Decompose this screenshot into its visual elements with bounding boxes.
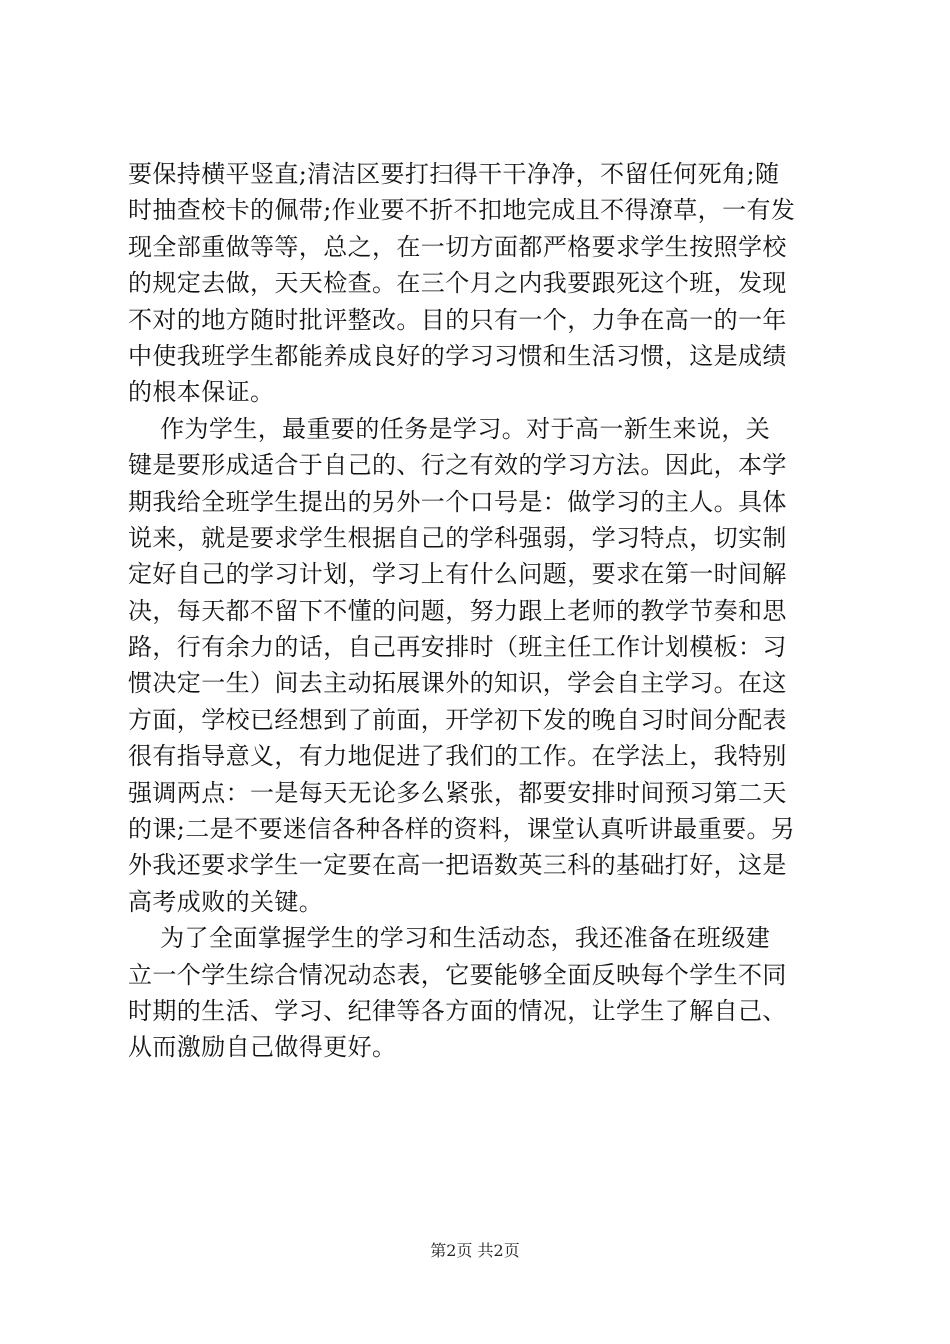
text-line: 的规定去做，天天检查。在三个月之内我要跟死这个班，发现 [128, 269, 787, 298]
text-line: 不对的地方随时批评整改。目的只有一个，力争在高一的一年 [128, 305, 787, 334]
text-line: 时抽查校卡的佩带;作业要不折不扣地完成且不得潦草，一有发 [128, 196, 796, 225]
text-line: 要保持横平竖直;清洁区要打扫得干干净净，不留任何死角;随 [128, 160, 780, 188]
text-line: 的根本保证。 [128, 378, 275, 407]
text-line: 强调两点：一是每天无论多么紧张，都要安排时间预习第二天 [128, 778, 787, 807]
text-line: 方面，学校已经想到了前面，开学初下发的晚自习时间分配表 [128, 705, 787, 734]
text-line: 高考成败的关键。 [128, 887, 324, 916]
text-line: 的课;二是不要迷信各种各样的资料，课堂认真听讲最重要。另 [128, 815, 796, 844]
text-line: 作为学生，最重要的任务是学习。对于高一新生来说，关 [128, 414, 771, 443]
text-line: 惯决定一生）间去主动拓展课外的知识，学会自主学习。在这 [128, 669, 787, 698]
text-line: 键是要形成适合于自己的、行之有效的学习方法。因此，本学 [128, 451, 787, 480]
text-line: 说来，就是要求学生根据自己的学科强弱，学习特点，切实制 [128, 523, 787, 552]
text-line: 期我给全班学生提出的另外一个口号是：做学习的主人。具体 [128, 487, 787, 516]
text-line: 从而激励自己做得更好。 [128, 1033, 397, 1062]
text-line: 现全部重做等等，总之，在一切方面都严格要求学生按照学校 [128, 232, 787, 261]
text-line: 中使我班学生都能养成良好的学习习惯和生活习惯，这是成绩 [128, 341, 787, 370]
text-line: 时期的生活、学习、纪律等各方面的情况，让学生了解自己、 [128, 996, 787, 1025]
text-line: 为了全面掌握学生的学习和生活动态，我还准备在班级建 [128, 924, 771, 953]
page-number-footer: 第2页 共2页 [430, 1241, 520, 1260]
text-line: 立一个学生综合情况动态表，它要能够全面反映每个学生不同 [128, 960, 787, 989]
text-line: 定好自己的学习计划，学习上有什么问题，要求在第一时间解 [128, 560, 787, 589]
body-text [128, 156, 828, 1066]
text-line: 决，每天都不留下不懂的问题，努力跟上老师的教学节奏和思 [128, 596, 787, 625]
text-line: 很有指导意义，有力地促进了我们的工作。在学法上，我特别 [128, 742, 787, 771]
text-line: 路，行有余力的话，自己再安排时（班主任工作计划模板：习 [128, 633, 787, 662]
text-line: 外我还要求学生一定要在高一把语数英三科的基础打好，这是 [128, 851, 787, 880]
